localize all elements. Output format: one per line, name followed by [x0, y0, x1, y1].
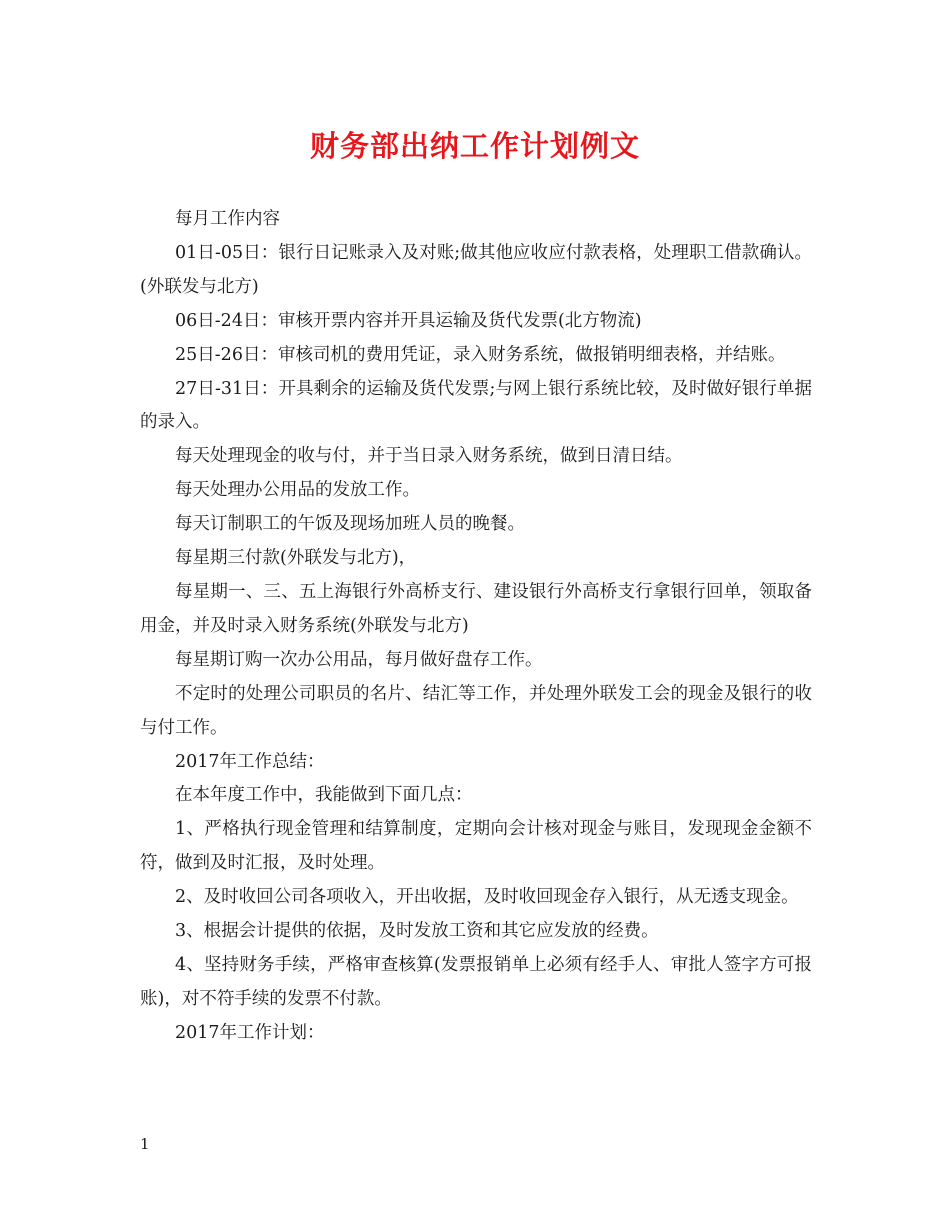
list-item: 3、根据会计提供的依据，及时发放工资和其它应发放的经费。 [175, 921, 659, 942]
section-heading: 2017年工作计划： [175, 1022, 325, 1043]
paragraph: 27日-31日：开具剩余的运输及货代发票;与网上银行系统比较，及时做好银行单据的录入。 [140, 378, 812, 433]
paragraph: 每月工作内容 [175, 209, 280, 229]
paragraph: 01日-05日：银行日记账录入及对账;做其他应收应付款表格，处理职工借款确认。(外联发与北方) [140, 242, 812, 297]
list-item: 4、坚持财务手续，严格审查核算(发票报销单上必须有经手人、审批人签字方可报账)，对不符手续的发票不付款。 [140, 954, 812, 1009]
document-title: 财务部出纳工作计划例文 [309, 129, 640, 163]
paragraph: 06日-24日：审核开票内容并开具运输及货代发票(北方物流) [175, 310, 642, 331]
list-item: 1、严格执行现金管理和结算制度，定期向会计核对现金与账目，发现现金金额不符，做到及时汇报，及时处理。 [140, 819, 812, 874]
paragraph: 每天订制职工的午饭及现场加班人员的晚餐。 [175, 514, 525, 535]
paragraph: 25日-26日：审核司机的费用凭证，录入财务系统，做报销明细表格，并结账。 [175, 344, 786, 365]
document-body [140, 203, 812, 1051]
paragraph: 每星期订购一次办公用品，每月做好盘存工作。 [175, 649, 543, 670]
list-item: 2、及时收回公司各项收入，开出收据，及时收回现金存入银行，从无透支现金。 [175, 887, 799, 908]
section-heading: 2017年工作总结： [175, 751, 325, 772]
paragraph: 在本年度工作中，我能做到下面几点： [175, 785, 473, 806]
page-number: 1 [140, 1135, 150, 1153]
paragraph: 不定时的处理公司职员的名片、结汇等工作，并处理外联发工会的现金及银行的收与付工作。 [140, 683, 812, 738]
paragraph: 每星期一、三、五上海银行外高桥支行、建设银行外高桥支行拿银行回单，领取备用金，并及时录入财务系统(外联发与北方) [140, 581, 812, 636]
paragraph: 每星期三付款(外联发与北方)， [175, 548, 417, 569]
paragraph: 每天处理办公用品的发放工作。 [175, 480, 420, 501]
paragraph: 每天处理现金的收与付，并于当日录入财务系统，做到日清日结。 [175, 446, 683, 467]
